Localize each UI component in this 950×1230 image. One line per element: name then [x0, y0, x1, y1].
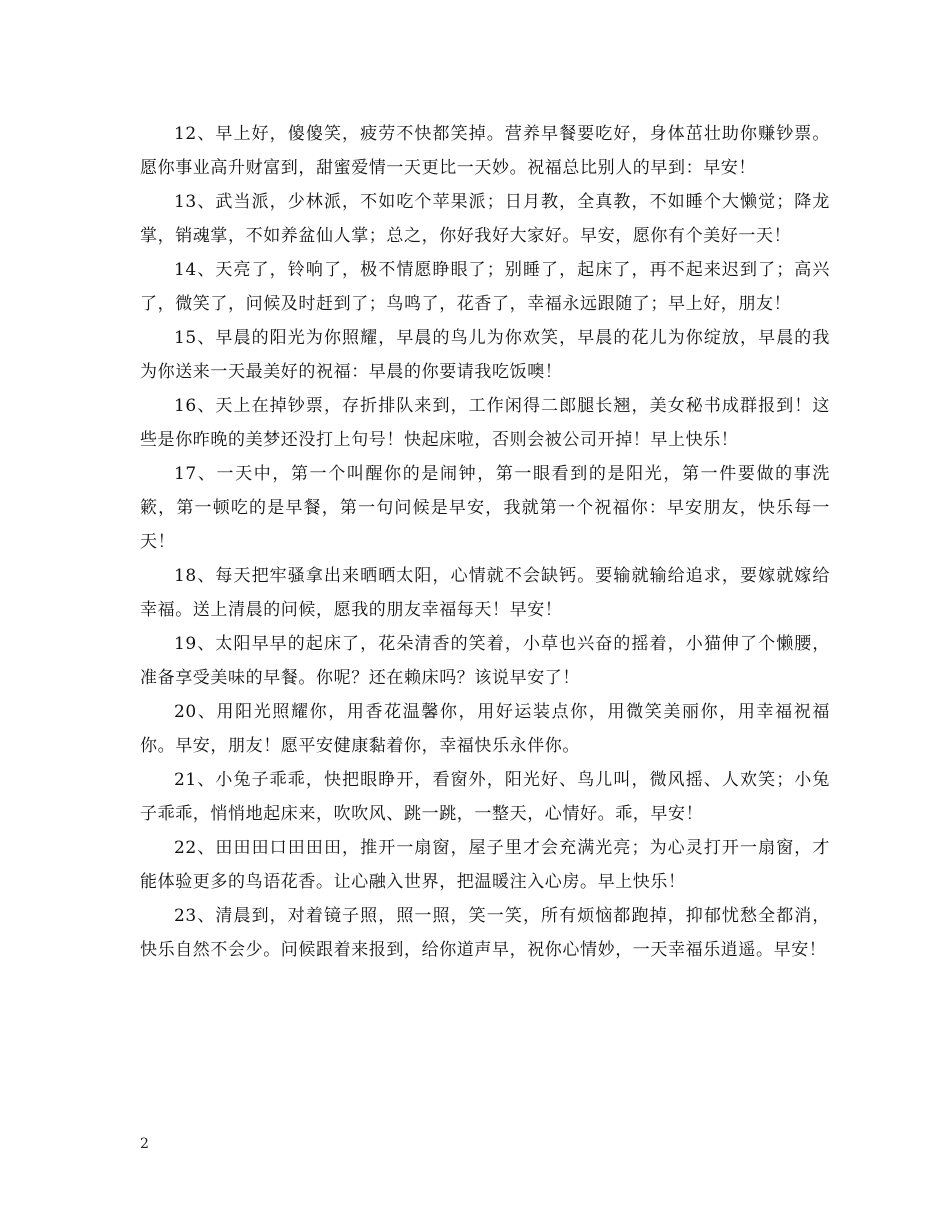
paragraph-12: 12、早上好，傻傻笑，疲劳不快都笑掉。营养早餐要吃好，身体茁壮助你赚钞票。愿你事业高升财富到，甜蜜爱情一天更比一天妙。祝福总比别人的早到：早安！ — [140, 124, 830, 178]
paragraph-13: 13、武当派，少林派，不如吃个苹果派；日月教，全真教，不如睡个大懒觉；降龙掌，销魂掌，不如养盆仙人掌；总之，你好我好大家好。早安，愿你有个美好一天！ — [140, 192, 830, 246]
paragraph-19: 19、太阳早早的起床了，花朵清香的笑着，小草也兴奋的摇着，小猫伸了个懒腰，准备享受美味的早餐。你呢？还在赖床吗？该说早安了！ — [140, 634, 830, 688]
paragraph-23: 23、清晨到，对着镜子照，照一照，笑一笑，所有烦恼都跑掉，抑郁忧愁全都消，快乐自然不会少。问候跟着来报到，给你道声早，祝你心情妙，一天幸福乐逍遥。早安！ — [140, 906, 830, 960]
paragraph-16: 16、天上在掉钞票，存折排队来到，工作闲得二郎腿长翘，美女秘书成群报到！这些是你昨晚的美梦还没打上句号！快起床啦，否则会被公司开掉！早上快乐！ — [140, 396, 830, 450]
paragraph-14: 14、天亮了，铃响了，极不情愿睁眼了；别睡了，起床了，再不起来迟到了；高兴了，微笑了，问候及时赶到了；鸟鸣了，花香了，幸福永远跟随了；早上好，朋友！ — [140, 260, 830, 314]
paragraph-15: 15、早晨的阳光为你照耀，早晨的鸟儿为你欢笑，早晨的花儿为你绽放，早晨的我为你送来一天最美好的祝福：早晨的你要请我吃饭噢！ — [140, 328, 830, 382]
paragraph-22: 22、田田田口田田田，推开一扇窗，屋子里才会充满光亮；为心灵打开一扇窗，才能体验更多的鸟语花香。让心融入世界，把温暖注入心房。早上快乐！ — [140, 838, 830, 892]
paragraph-20: 20、用阳光照耀你，用香花温馨你，用好运装点你，用微笑美丽你，用幸福祝福你。早安，朋友！愿平安健康黏着你，幸福快乐永伴你。 — [140, 702, 830, 756]
paragraph-18: 18、每天把牢骚拿出来晒晒太阳，心情就不会缺钙。要输就输给追求，要嫁就嫁给幸福。送上清晨的问候，愿我的朋友幸福每天！早安！ — [140, 566, 830, 620]
page-number: 2 — [140, 1136, 149, 1152]
paragraph-17: 17、一天中，第一个叫醒你的是闹钟，第一眼看到的是阳光，第一件要做的事洗簌，第一顿吃的是早餐，第一句问候是早安，我就第一个祝福你：早安朋友，快乐每一天！ — [140, 464, 830, 552]
document-body — [140, 117, 830, 967]
paragraph-21: 21、小兔子乖乖，快把眼睁开，看窗外，阳光好、鸟儿叫，微风摇、人欢笑；小兔子乖乖，悄悄地起床来，吹吹风、跳一跳，一整天，心情好。乖，早安！ — [140, 770, 830, 824]
